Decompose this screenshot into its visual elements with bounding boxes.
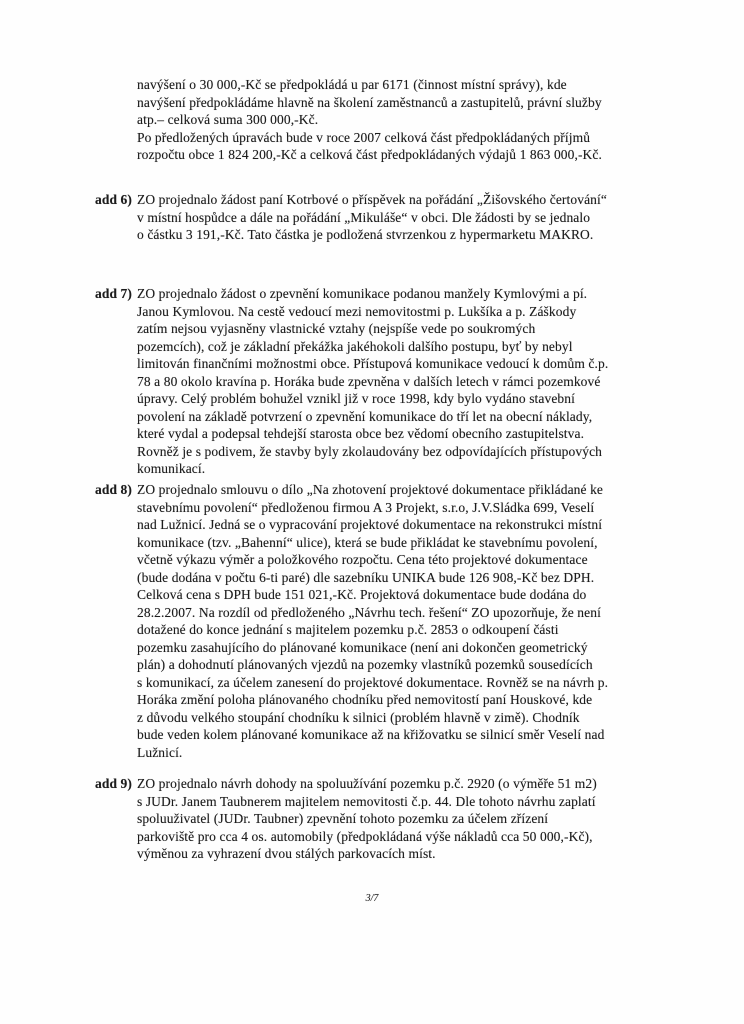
text-line: 78 a 80 okolo kravína p. Horáka bude zpevněna v dalších letech v rámci pozemkové [137, 373, 601, 389]
text-line: komunikace (tzv. „Bahenní“ ulice), která se bude přikládat ke stavebnímu povolení, [137, 534, 598, 550]
text-line: s JUDr. Janem Taubnerem majitelem nemovitosti č.p. 44. Dle tohoto návrhu zaplatí [137, 793, 596, 809]
text-line: včetně výkazu výměr a položkového rozpočtu. Cena této projektové dokumentace [137, 552, 588, 567]
text-line: stavebnímu povolení“ předloženou firmou A 3 Projekt, s.r.o, J.V.Sládka 699, Veselí [137, 499, 595, 515]
text-line: zatím nejsou vyjasněny vlastnické vztahy (nejspíše vede po soukromých [137, 321, 536, 336]
text-line: navýšení předpokládáme hlavně na školení zaměstnanců a zastupitelů, právní služby [137, 94, 602, 110]
text-line: o částku 3 191,-Kč. Tato částka je podložená stvrzenkou z hypermarketu MAKRO. [137, 227, 594, 242]
paragraph-budget-continuation [137, 76, 677, 164]
text-line: komunikací. [137, 461, 206, 476]
text-line: úpravy. Celý problém bohužel vznikl již v roce 1998, kdy bylo vydáno stavební [137, 391, 575, 406]
text-line: Rovněž je s podivem, že stavby byly zkolaudovány bez odpovídajících přístupových [137, 443, 603, 459]
text-line: Lužnicí. [137, 744, 183, 760]
text-line: ZO projednalo návrh dohody na spoluužívání pozemku p.č. 2920 (o výměře 51 m2) [137, 776, 597, 791]
text-line: navýšení o 30 000,-Kč se předpokládá u par 6171 (činnost místní správy), kde [137, 77, 567, 92]
text-line: spoluuživatel (JUDr. Taubner) zpevnění tohoto pozemku za účelem zřízení [137, 811, 549, 826]
text-line: nad Lužnicí. Jedná se o vypracování projektové dokumentace na rekonstrukci místní [137, 517, 603, 532]
text-line: rozpočtu obce 1 824 200,-Kč a celková část předpokládaných výdajů 1 863 000,-Kč. [137, 147, 602, 162]
text-line: pozemku zasahujícího do plánované komunikace (není ani dokončen geometrický [137, 639, 588, 655]
text-line: Janou Kymlovou. Na cestě vedoucí mezi nemovitostmi p. Lukšíka a p. Záškody [137, 303, 577, 319]
agenda-item-7-label: add 7) [95, 286, 132, 301]
text-line: ZO projednalo žádost o zpevnění komunikace podanou manžely Kymlovými a pí. [137, 286, 588, 301]
agenda-item-6-text [137, 191, 677, 244]
text-line: parkoviště pro cca 4 os. automobily (předpokládaná výše nákladů cca 50 000,-Kč), [137, 828, 593, 844]
text-line: Po předložených úpravách bude v roce 2007 celková část předpokládaných příjmů [137, 129, 591, 145]
text-line: (bude dodána v počtu 6-ti paré) dle sazebníku UNIKA bude 126 908,-Kč bez DPH. [137, 569, 595, 585]
text-line: ZO projednalo smlouvu o dílo „Na zhotovení projektové dokumentace přikládané ke [137, 482, 604, 497]
agenda-item-8-label: add 8) [95, 482, 132, 497]
text-line: ZO projednalo žádost paní Kotrbové o příspěvek na pořádání „Žišovského čertování“ [137, 192, 607, 207]
text-line: v místní hospůdce a dále na pořádání „Mikuláše“ v obci. Dle žádosti by se jednalo [137, 209, 591, 225]
agenda-item-6 [95, 191, 677, 244]
text-line: z důvodu velkého stoupání chodníku k silnici (problém hlavně v zimě). Chodník [137, 709, 580, 725]
text-line: pozemcích), což je základní překážka jakéhokoli dalšího postupu, byť by nebyl [137, 338, 573, 354]
text-line: Celková cena s DPH bude 151 021,-Kč. Projektová dokumentace bude dodána do [137, 587, 587, 602]
text-line: dotažené do konce jednání s majitelem pozemku p.č. 2853 o odkoupení části [137, 622, 559, 637]
agenda-item-9-text [137, 775, 677, 863]
text-line: s komunikací, za účelem zanesení do projektové dokumentace. Rovněž se na návrh p. [137, 674, 609, 690]
agenda-item-8 [95, 481, 677, 761]
text-line: limitován finančními možnostmi obce. Přístupová komunikace vedoucí k domům č.p. [137, 356, 609, 371]
agenda-item-9 [95, 775, 677, 863]
page-number: 3/7 [365, 893, 379, 904]
text-line: Horáka změní poloha plánovaného chodníku před nemovitostí paní Houskové, kde [137, 692, 593, 707]
text-line: atp.– celková suma 300 000,-Kč. [137, 112, 319, 127]
agenda-item-7 [95, 285, 677, 478]
agenda-item-9-label: add 9) [95, 776, 132, 791]
text-line: které vydal a podepsal tehdejší starosta obce bez vědomí obecního zastupitelstva. [137, 426, 585, 441]
text-line: 28.2.2007. Na rozdíl od předloženého „Návrhu tech. řešení“ ZO upozorňuje, že není [137, 604, 601, 620]
text-line: povolení na základě potvrzení o zpevnění komunikace do tří let na obecní náklady, [137, 408, 593, 424]
agenda-item-7-text [137, 285, 677, 478]
text-line: výměnou za vyhrazení dvou stálých parkovacích míst. [137, 846, 436, 861]
agenda-item-6-label: add 6) [95, 192, 132, 207]
text-line: plán) a dohodnutí plánovaných vjezdů na pozemky vlastníků pozemků sousedících [137, 657, 593, 672]
text-line: bude veden kolem plánované komunikace až na křižovatku se silnicí směr Veselí nad [137, 727, 605, 742]
agenda-item-8-text [137, 481, 677, 761]
